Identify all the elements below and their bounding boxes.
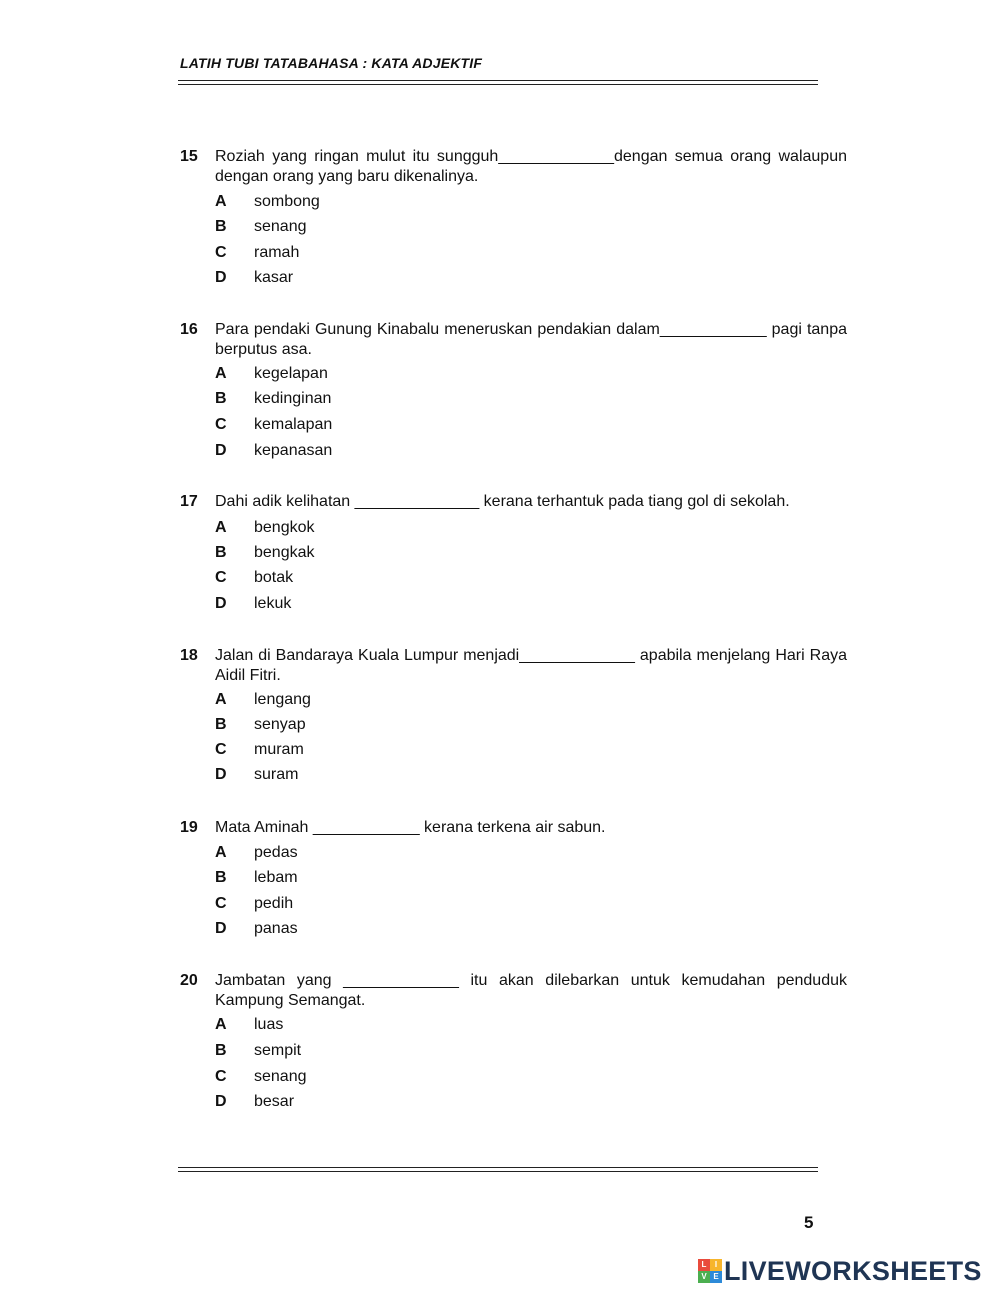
option-text: kepanasan (254, 442, 333, 459)
question-text: Roziah yang ringan mulut itu sungguh_____________dengan semua orang walaupun dengan orang yang baru dikenalinya. (215, 148, 847, 185)
option-text: senang (254, 218, 307, 235)
option-text: kegelapan (254, 365, 328, 382)
option-text: pedih (254, 895, 294, 912)
question-18 (180, 646, 848, 786)
option-letter: B (215, 390, 227, 407)
option-text: kedinginan (254, 390, 332, 407)
option-text: suram (254, 766, 299, 783)
option-text: kasar (254, 269, 294, 286)
option-letter: C (215, 1068, 227, 1085)
option-text: sempit (254, 1042, 302, 1059)
brand-name: LIVEWORKSHEETS (724, 1256, 982, 1286)
option-text: kemalapan (254, 416, 333, 433)
footer-rule-bottom (178, 1171, 818, 1172)
option-letter: B (215, 716, 227, 733)
question-number: 16 (180, 321, 198, 338)
question-19 (180, 818, 848, 940)
option-letter: D (215, 1093, 227, 1110)
option-letter: D (215, 920, 227, 937)
question-number: 18 (180, 647, 198, 664)
logo-letter: I (710, 1259, 722, 1271)
option-letter: B (215, 869, 227, 886)
option-text: ramah (254, 244, 300, 261)
option-letter: D (215, 766, 227, 783)
option-letter: C (215, 569, 227, 586)
option-text: bengkok (254, 519, 315, 536)
question-20 (180, 971, 848, 1111)
question-text: Mata Aminah ____________ kerana terkena air sabun. (215, 819, 606, 836)
page-header-title: LATIH TUBI TATABAHASA : KATA ADJEKTIF (180, 55, 483, 71)
option-text: besar (254, 1093, 295, 1110)
option-letter: A (215, 691, 227, 708)
option-letter: B (215, 1042, 227, 1059)
option-text: panas (254, 920, 298, 937)
option-letter: D (215, 595, 227, 612)
option-text: muram (254, 741, 304, 758)
option-text: pedas (254, 844, 298, 861)
question-number: 20 (180, 972, 198, 989)
option-letter: A (215, 193, 227, 210)
question-text: Dahi adik kelihatan ______________ kerana terhantuk pada tiang gol di sekolah. (215, 493, 790, 510)
footer-rule-top (178, 1167, 818, 1168)
option-text: senang (254, 1068, 307, 1085)
option-text: lekuk (254, 595, 292, 612)
option-text: sombong (254, 193, 320, 210)
header-rule-bottom (178, 84, 818, 85)
option-letter: A (215, 519, 227, 536)
question-17 (180, 492, 848, 614)
option-text: botak (254, 569, 294, 586)
option-text: lebam (254, 869, 298, 886)
option-letter: C (215, 895, 227, 912)
option-letter: D (215, 442, 227, 459)
option-text: lengang (254, 691, 311, 708)
page-number: 5 (804, 1213, 814, 1232)
question-15 (180, 147, 848, 287)
question-number: 17 (180, 493, 198, 510)
option-letter: A (215, 365, 227, 382)
question-text: Jambatan yang _____________ itu akan dilebarkan untuk kemudahan penduduk Kampung Semangat. (215, 972, 847, 1009)
option-text: senyap (254, 716, 306, 733)
option-letter: D (215, 269, 227, 286)
option-letter: C (215, 741, 227, 758)
question-16 (180, 320, 848, 460)
question-text: Jalan di Bandaraya Kuala Lumpur menjadi_____________ apabila menjelang Hari Raya Aidil Fitri. (215, 647, 847, 684)
option-text: luas (254, 1016, 284, 1033)
question-text: Para pendaki Gunung Kinabalu meneruskan pendakian dalam____________ pagi tanpa berputus asa. (215, 321, 847, 358)
option-letter: B (215, 218, 227, 235)
option-letter: B (215, 544, 227, 561)
option-letter: C (215, 244, 227, 261)
header-rule-top (178, 80, 818, 81)
logo-letter: L (698, 1259, 710, 1271)
option-letter: A (215, 844, 227, 861)
option-letter: C (215, 416, 227, 433)
option-letter: A (215, 1016, 227, 1033)
question-number: 15 (180, 148, 198, 165)
option-text: bengkak (254, 544, 315, 561)
logo-letter: V (698, 1271, 710, 1283)
logo-letter: E (710, 1271, 722, 1283)
liveworksheets-logo-icon (698, 1259, 722, 1283)
question-number: 19 (180, 819, 198, 836)
